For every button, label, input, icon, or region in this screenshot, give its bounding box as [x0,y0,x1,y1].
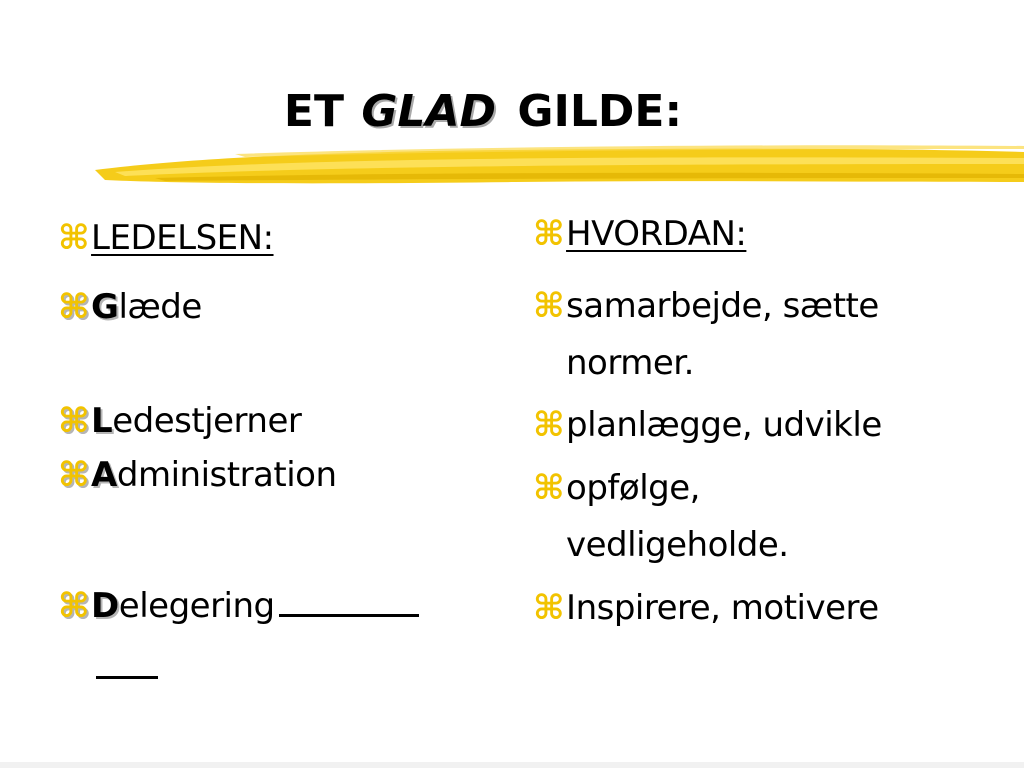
title-after: GILDE: [502,86,683,137]
command-bullet-icon: ⌘ [533,286,565,326]
left-heading [58,218,274,258]
item-rest: læde [118,287,202,327]
blank-line [96,640,158,679]
item-text: planlægge, udvikle [566,405,882,445]
item-text: samarbejde, sætte [566,286,879,326]
title-before: ET [283,86,360,137]
item-initial: L [91,401,113,441]
heading-hvordan: HVORDAN: [566,214,747,254]
right-heading [533,214,746,254]
list-item [58,401,301,441]
list-item [533,405,882,445]
item-rest: dministration [116,455,337,495]
list-item [58,455,337,495]
item-text-continuation: vedligeholde. [566,525,789,565]
command-bullet-icon: ⌘ [58,586,90,626]
command-bullet-icon: ⌘ [58,455,90,495]
command-bullet-icon: ⌘ [58,401,90,441]
item-text: opfølge, [566,468,700,508]
bottom-rule [0,762,1024,768]
item-initial: D [91,586,119,626]
item-rest: elegering [118,586,275,626]
blank-line [279,578,419,617]
item-rest: edestjerner [112,401,302,441]
command-bullet-icon: ⌘ [58,287,90,327]
item-text-continuation: normer. [566,343,694,383]
command-bullet-icon: ⌘ [533,214,565,254]
item-initial: G [91,287,119,327]
title-emphasis: GLAD [361,86,497,137]
item-initial: A [91,455,117,495]
yellow-brush-stroke [95,142,1024,188]
command-bullet-icon: ⌘ [533,405,565,445]
list-item [58,578,419,626]
list-item [533,286,879,326]
slide-title [0,84,966,140]
heading-ledelsen: LEDELSEN: [91,218,274,258]
list-item [533,468,700,508]
list-item [58,287,202,327]
item-text: Inspirere, motivere [566,588,879,628]
command-bullet-icon: ⌘ [533,588,565,628]
command-bullet-icon: ⌘ [58,218,90,258]
list-item [533,588,879,628]
command-bullet-icon: ⌘ [533,468,565,508]
